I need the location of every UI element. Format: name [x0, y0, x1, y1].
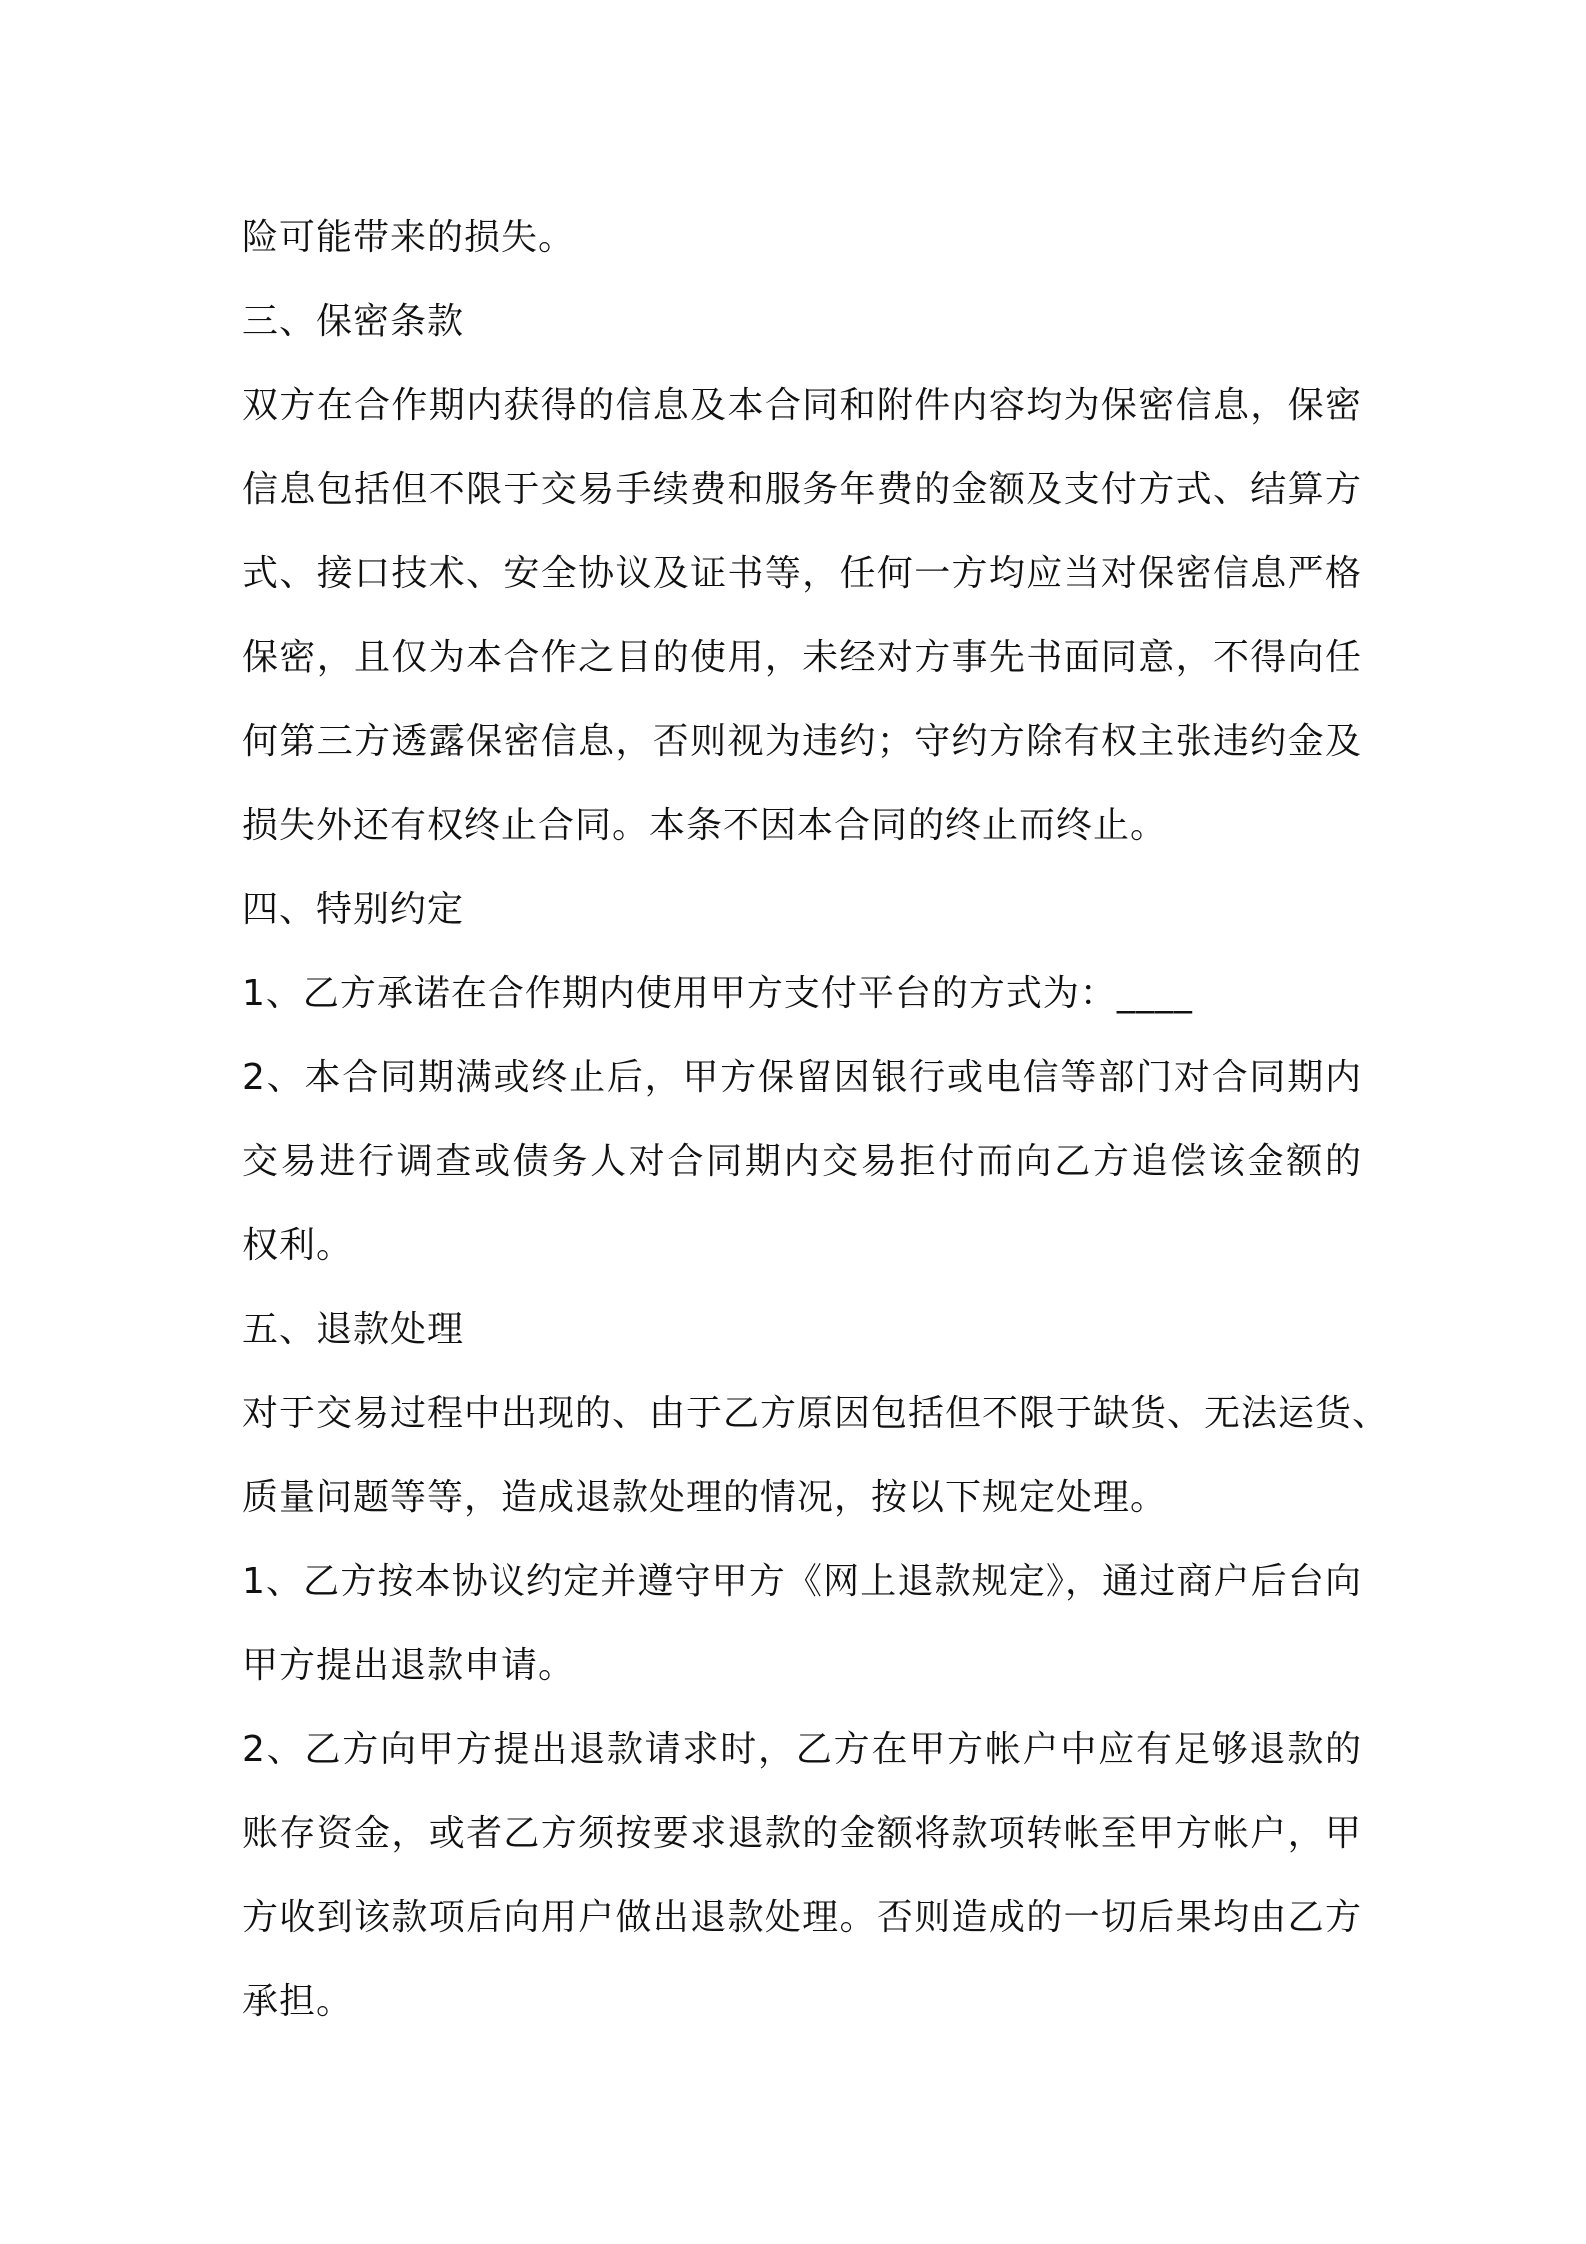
paragraph-line: 对于交易过程中出现的、由于乙方原因包括但不限于缺货、无法运货、: [242, 1393, 1390, 1434]
document-body: [242, 196, 1390, 2044]
paragraph-line: 账存资金，或者乙方须按要求退款的金额将款项转帐至甲方帐户，甲: [242, 1813, 1362, 1854]
paragraph-line: 双方在合作期内获得的信息及本合同和附件内容均为保密信息，保密: [242, 385, 1362, 426]
paragraph-line: 1、乙方按本协议约定并遵守甲方《网上退款规定》，通过商户后台向: [242, 1561, 1362, 1602]
paragraph-line: 损失外还有权终止合同。本条不因本合同的终止而终止。: [242, 805, 1168, 846]
paragraph-line: 权利。: [242, 1225, 354, 1266]
paragraph-line: 甲方提出退款申请。: [242, 1645, 576, 1686]
section-heading: 四、特别约定: [242, 889, 465, 930]
paragraph-line: 1、乙方承诺在合作期内使用甲方支付平台的方式为：____: [242, 973, 1193, 1014]
paragraph-line: 何第三方透露保密信息，否则视为违约；守约方除有权主张违约金及: [242, 721, 1362, 762]
paragraph-line: 交易进行调查或债务人对合同期内交易拒付而向乙方追偿该金额的: [242, 1141, 1362, 1182]
paragraph-line: 式、接口技术、安全协议及证书等，任何一方均应当对保密信息严格: [242, 553, 1362, 594]
section-heading: 三、保密条款: [242, 301, 465, 342]
section-heading: 五、退款处理: [242, 1309, 465, 1350]
paragraph-line: 2、本合同期满或终止后，甲方保留因银行或电信等部门对合同期内: [242, 1057, 1362, 1098]
paragraph-line: 2、乙方向甲方提出退款请求时，乙方在甲方帐户中应有足够退款的: [242, 1729, 1362, 1770]
paragraph-line: 保密，且仅为本合作之目的使用，未经对方事先书面同意，不得向任: [242, 637, 1362, 678]
paragraph-line: 险可能带来的损失。: [242, 217, 576, 258]
paragraph-line: 质量问题等等，造成退款处理的情况，按以下规定处理。: [242, 1477, 1168, 1518]
paragraph-line: 信息包括但不限于交易手续费和服务年费的金额及支付方式、结算方: [242, 469, 1362, 510]
paragraph-line: 方收到该款项后向用户做出退款处理。否则造成的一切后果均由乙方: [242, 1897, 1362, 1938]
paragraph-line: 承担。: [242, 1981, 354, 2022]
